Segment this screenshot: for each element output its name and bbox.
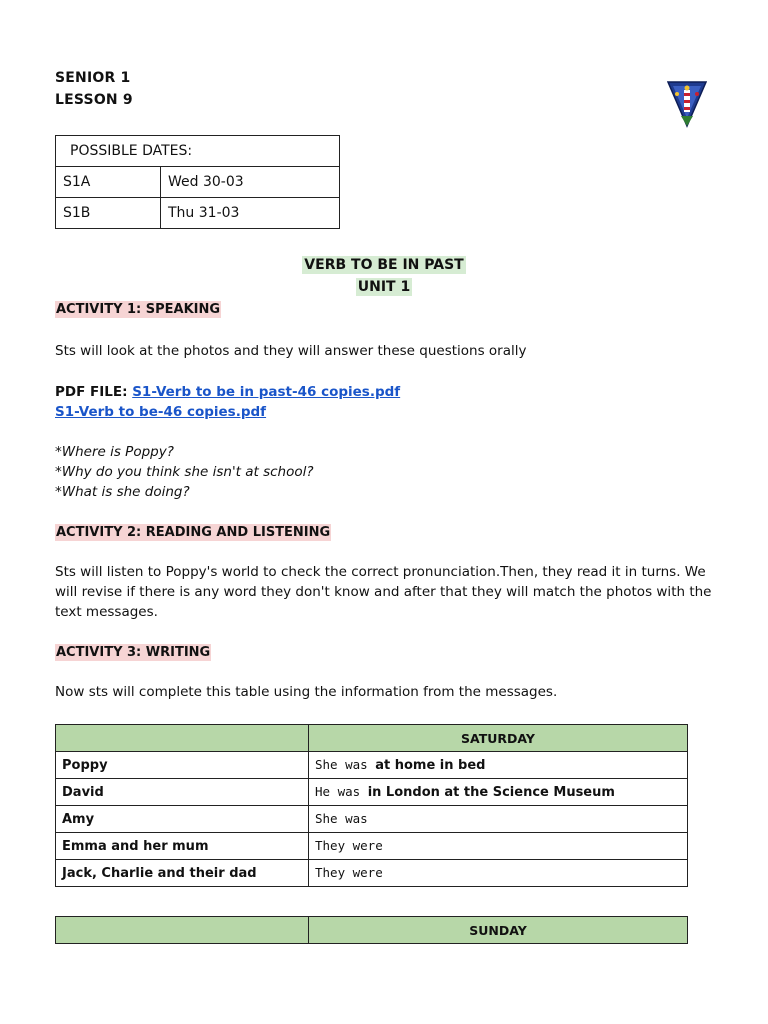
name-cell: Amy (56, 806, 309, 833)
answer-prefix: He was (315, 784, 368, 799)
answer-text: at home in bed (375, 758, 486, 773)
activity1-text: Sts will look at the photos and they will answer these questions orally (55, 343, 527, 359)
answer-cell[interactable] (309, 860, 688, 887)
answer-text: in London at the Science Museum (367, 785, 615, 800)
pdf-link-verb-to-be-past[interactable]: S1-Verb to be in past-46 copies.pdf (132, 384, 401, 400)
date-cell: Thu 31-03 (161, 198, 340, 229)
table-row (56, 806, 688, 833)
answer-cell[interactable] (309, 833, 688, 860)
table-row (56, 752, 688, 779)
pdf-label: PDF FILE: (55, 384, 133, 400)
topic-heading (0, 257, 768, 273)
pdf-file-line (55, 382, 715, 402)
unit-label: UNIT 1 (357, 279, 411, 295)
name-cell: Emma and her mum (56, 833, 309, 860)
answer-cell[interactable] (309, 752, 688, 779)
day-header: SATURDAY (309, 725, 688, 752)
name-cell: David (56, 779, 309, 806)
answer-prefix: She was (315, 811, 368, 826)
name-cell: Poppy (56, 752, 309, 779)
answer-cell[interactable] (309, 779, 688, 806)
activity2-title: ACTIVITY 2: READING AND LISTENING (56, 525, 331, 540)
day-header: SUNDAY (309, 917, 688, 944)
activity2-heading (55, 522, 715, 543)
activity1-title: ACTIVITY 1: SPEAKING (56, 302, 221, 317)
table-header-row (56, 725, 688, 752)
table-row (56, 833, 688, 860)
table-row (56, 860, 688, 887)
answer-prefix: They were (315, 865, 383, 880)
lesson-title: LESSON 9 (55, 92, 133, 108)
answer-prefix: They were (315, 838, 383, 853)
answer-prefix: She was (315, 757, 376, 772)
possible-dates-table (55, 135, 340, 229)
pdf-file-line-2 (55, 402, 715, 422)
date-cell: Wed 30-03 (161, 167, 340, 198)
school-shield-logo (667, 80, 707, 128)
answer-cell[interactable] (309, 806, 688, 833)
activity1-heading (55, 299, 715, 320)
question-item: *Where is Poppy? (55, 444, 174, 460)
activity3-heading (55, 642, 715, 663)
table-row (56, 779, 688, 806)
activity3-title: ACTIVITY 3: WRITING (56, 645, 211, 660)
unit-heading (0, 279, 768, 295)
empty-header-cell (56, 917, 309, 944)
dates-table-title: POSSIBLE DATES: (56, 136, 340, 167)
table-row (56, 198, 340, 229)
course-title: SENIOR 1 (55, 70, 131, 86)
topic-title: VERB TO BE IN PAST (304, 257, 464, 273)
sunday-table (55, 916, 688, 944)
name-cell: Jack, Charlie and their dad (56, 860, 309, 887)
activity3-text: Now sts will complete this table using the information from the messages. (55, 684, 558, 700)
question-item: *Why do you think she isn't at school? (55, 464, 314, 480)
group-cell: S1B (56, 198, 161, 229)
table-header-row (56, 917, 688, 944)
table-row (56, 167, 340, 198)
pdf-link-verb-to-be[interactable]: S1-Verb to be-46 copies.pdf (55, 404, 267, 420)
activity2-text: Sts will listen to Poppy's world to check the correct pronunciation.Then, they read it in turns. We will revise if there is any word they don't know and after that they will match the photos with the text messages. (55, 564, 712, 620)
saturday-table (55, 724, 688, 887)
empty-header-cell (56, 725, 309, 752)
group-cell: S1A (56, 167, 161, 198)
question-item: *What is she doing? (55, 484, 190, 500)
